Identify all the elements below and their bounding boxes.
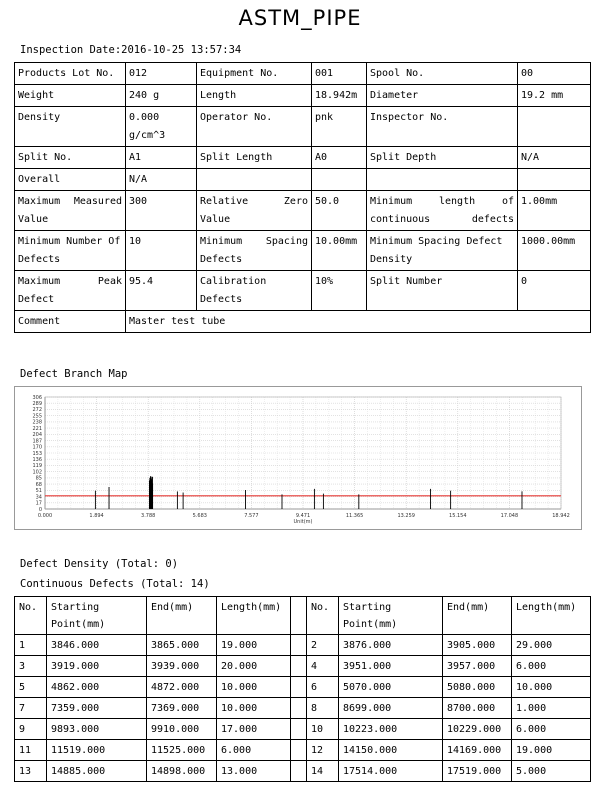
- y-tick-label: 170: [32, 444, 42, 451]
- table-cell: 13: [15, 761, 47, 782]
- info-label: Products Lot No.: [15, 63, 126, 85]
- table-cell: 8: [307, 698, 339, 719]
- x-tick-label: 7.577: [244, 513, 259, 519]
- defects-header-row: [15, 597, 591, 635]
- table-cell: 14150.000: [339, 740, 443, 761]
- table-cell: 3865.000: [147, 635, 217, 656]
- column-gap: [291, 719, 307, 740]
- defect-branch-map: [14, 386, 582, 530]
- table-cell: 1.000: [512, 698, 591, 719]
- x-tick-label: 3.788: [141, 513, 156, 519]
- column-header: No.: [15, 597, 47, 635]
- info-label: Split Depth: [367, 147, 518, 169]
- y-tick-label: 68: [35, 481, 42, 488]
- info-label: Overall: [15, 169, 126, 191]
- info-label: Calibration Defects: [197, 271, 312, 311]
- info-value: A0: [312, 147, 367, 169]
- column-header: Length(mm): [512, 597, 591, 635]
- column-gap: [291, 761, 307, 782]
- y-tick-label: 238: [32, 419, 42, 426]
- table-cell: 14885.000: [47, 761, 147, 782]
- column-header: No.: [307, 597, 339, 635]
- table-row: [15, 656, 591, 677]
- x-tick-label: 11.365: [345, 513, 364, 519]
- y-tick-label: 187: [32, 438, 42, 445]
- info-value: [518, 169, 591, 191]
- info-row: [15, 231, 591, 271]
- info-label: Maximum Peak Defect: [15, 271, 126, 311]
- comment-row: [15, 311, 591, 333]
- x-tick-label: 9.471: [295, 513, 311, 519]
- inspection-date: Inspection Date:2016-10-25 13:57:34: [20, 44, 242, 56]
- table-cell: 17514.000: [339, 761, 443, 782]
- table-cell: 20.000: [217, 656, 291, 677]
- table-cell: 14898.000: [147, 761, 217, 782]
- table-cell: 3: [15, 656, 47, 677]
- info-value: 18.942m: [312, 85, 367, 107]
- table-cell: 14: [307, 761, 339, 782]
- table-cell: 10.000: [217, 677, 291, 698]
- inspection-info-table: [14, 62, 591, 333]
- info-value: 1.00mm: [518, 191, 591, 231]
- info-label: Length: [197, 85, 312, 107]
- table-cell: 14169.000: [443, 740, 512, 761]
- table-cell: 5070.000: [339, 677, 443, 698]
- table-cell: 3905.000: [443, 635, 512, 656]
- x-tick-label: 5.683: [192, 513, 207, 519]
- info-label: [197, 169, 312, 191]
- table-cell: 8699.000: [339, 698, 443, 719]
- info-label: [367, 169, 518, 191]
- table-cell: 4872.000: [147, 677, 217, 698]
- table-row: [15, 677, 591, 698]
- column-header: End(mm): [147, 597, 217, 635]
- y-tick-label: 272: [32, 407, 42, 414]
- defect-map-label: Defect Branch Map: [20, 368, 128, 380]
- x-tick-label: 15.154: [449, 513, 467, 519]
- info-label: Relative Zero Value: [197, 191, 312, 231]
- x-tick-label: 17.048: [500, 513, 519, 519]
- info-row: [15, 191, 591, 231]
- x-tick-label: 1.894: [89, 513, 104, 519]
- y-tick-label: 34: [35, 494, 42, 501]
- y-tick-label: 85: [35, 475, 42, 482]
- column-gap: [291, 698, 307, 719]
- table-cell: 13.000: [217, 761, 291, 782]
- info-value: 0.000 g/cm^3: [126, 107, 197, 147]
- comment-label: Comment: [15, 311, 126, 333]
- info-value: 50.0: [312, 191, 367, 231]
- info-value: N/A: [518, 147, 591, 169]
- x-tick-label: 0.000: [37, 513, 53, 519]
- table-row: [15, 719, 591, 740]
- info-label: Split Length: [197, 147, 312, 169]
- info-row: [15, 107, 591, 147]
- column-header: End(mm): [443, 597, 512, 635]
- table-cell: 3939.000: [147, 656, 217, 677]
- info-value: 10: [126, 231, 197, 271]
- column-gap: [291, 597, 307, 635]
- info-label: Split No.: [15, 147, 126, 169]
- info-row: [15, 147, 591, 169]
- table-cell: 7359.000: [47, 698, 147, 719]
- table-cell: 10223.000: [339, 719, 443, 740]
- table-cell: 10229.000: [443, 719, 512, 740]
- table-cell: 8700.000: [443, 698, 512, 719]
- y-tick-label: 51: [35, 488, 42, 495]
- info-value: 95.4: [126, 271, 197, 311]
- y-tick-label: 153: [32, 450, 42, 457]
- defect-density-label: Defect Density (Total: 0): [20, 558, 179, 570]
- table-cell: 6.000: [217, 740, 291, 761]
- info-value: 10%: [312, 271, 367, 311]
- info-label: Minimum Number Of Defects: [15, 231, 126, 271]
- column-header: Length(mm): [217, 597, 291, 635]
- info-value: A1: [126, 147, 197, 169]
- info-value: 19.2 mm: [518, 85, 591, 107]
- table-cell: 7369.000: [147, 698, 217, 719]
- table-cell: 7: [15, 698, 47, 719]
- info-label: Operator No.: [197, 107, 312, 147]
- table-cell: 4862.000: [47, 677, 147, 698]
- info-label: Weight: [15, 85, 126, 107]
- table-row: [15, 740, 591, 761]
- page-title: ASTM_PIPE: [238, 6, 362, 30]
- column-gap: [291, 677, 307, 698]
- table-cell: 3846.000: [47, 635, 147, 656]
- info-label: Minimum Spacing Defects: [197, 231, 312, 271]
- info-label: Split Number: [367, 271, 518, 311]
- info-row: [15, 85, 591, 107]
- info-label: Diameter: [367, 85, 518, 107]
- table-cell: 6: [307, 677, 339, 698]
- table-row: [15, 635, 591, 656]
- info-value: 0: [518, 271, 591, 311]
- column-gap: [291, 740, 307, 761]
- info-value: 10.00mm: [312, 231, 367, 271]
- table-cell: 5080.000: [443, 677, 512, 698]
- info-value: 00: [518, 63, 591, 85]
- table-cell: 29.000: [512, 635, 591, 656]
- info-row: [15, 63, 591, 85]
- x-tick-label: 18.942: [552, 513, 570, 519]
- info-label: Minimum length of continuous defects: [367, 191, 518, 231]
- table-cell: 10: [307, 719, 339, 740]
- table-row: [15, 761, 591, 782]
- y-tick-label: 255: [32, 413, 42, 420]
- table-cell: 11525.000: [147, 740, 217, 761]
- y-tick-label: 306: [32, 394, 42, 401]
- info-row: [15, 271, 591, 311]
- info-value: N/A: [126, 169, 197, 191]
- y-tick-label: 221: [32, 425, 42, 432]
- y-tick-label: 289: [32, 401, 42, 408]
- table-cell: 3951.000: [339, 656, 443, 677]
- y-tick-label: 119: [32, 463, 42, 470]
- info-label: Equipment No.: [197, 63, 312, 85]
- info-value: pnk: [312, 107, 367, 147]
- info-label: Spool No.: [367, 63, 518, 85]
- info-value: 001: [312, 63, 367, 85]
- info-label: Maximum Measured Value: [15, 191, 126, 231]
- table-cell: 3876.000: [339, 635, 443, 656]
- table-cell: 9910.000: [147, 719, 217, 740]
- table-cell: 10.000: [217, 698, 291, 719]
- table-cell: 1: [15, 635, 47, 656]
- info-value: 300: [126, 191, 197, 231]
- defect-chart-svg: [15, 387, 581, 529]
- y-tick-label: 0: [38, 506, 42, 513]
- table-cell: 3919.000: [47, 656, 147, 677]
- comment-value: Master test tube: [126, 311, 591, 333]
- table-cell: 2: [307, 635, 339, 656]
- x-axis-label: Unit(m): [293, 519, 313, 525]
- info-label: Minimum Spacing Defect Density: [367, 231, 518, 271]
- info-value: [312, 169, 367, 191]
- table-cell: 4: [307, 656, 339, 677]
- continuous-defects-label: Continuous Defects (Total: 14): [20, 578, 210, 590]
- info-label: Inspector No.: [367, 107, 518, 147]
- table-cell: 11519.000: [47, 740, 147, 761]
- column-gap: [291, 635, 307, 656]
- x-tick-label: 13.259: [397, 513, 415, 519]
- column-gap: [291, 656, 307, 677]
- continuous-defects-table: [14, 596, 591, 782]
- info-value: 012: [126, 63, 197, 85]
- table-cell: 19.000: [217, 635, 291, 656]
- y-tick-label: 204: [32, 432, 42, 439]
- y-tick-label: 136: [32, 457, 42, 464]
- info-value: 1000.00mm: [518, 231, 591, 271]
- table-cell: 9: [15, 719, 47, 740]
- table-row: [15, 698, 591, 719]
- table-cell: 10.000: [512, 677, 591, 698]
- table-cell: 5: [15, 677, 47, 698]
- table-cell: 17.000: [217, 719, 291, 740]
- info-label: Density: [15, 107, 126, 147]
- y-tick-label: 17: [35, 500, 42, 507]
- table-cell: 12: [307, 740, 339, 761]
- table-cell: 3957.000: [443, 656, 512, 677]
- table-cell: 6.000: [512, 656, 591, 677]
- info-value: [518, 107, 591, 147]
- table-cell: 6.000: [512, 719, 591, 740]
- info-row: [15, 169, 591, 191]
- table-cell: 11: [15, 740, 47, 761]
- column-header: Starting Point(mm): [339, 597, 443, 635]
- column-header: Starting Point(mm): [47, 597, 147, 635]
- y-tick-label: 102: [32, 469, 42, 476]
- table-cell: 9893.000: [47, 719, 147, 740]
- info-value: 240 g: [126, 85, 197, 107]
- table-cell: 17519.000: [443, 761, 512, 782]
- table-cell: 19.000: [512, 740, 591, 761]
- table-cell: 5.000: [512, 761, 591, 782]
